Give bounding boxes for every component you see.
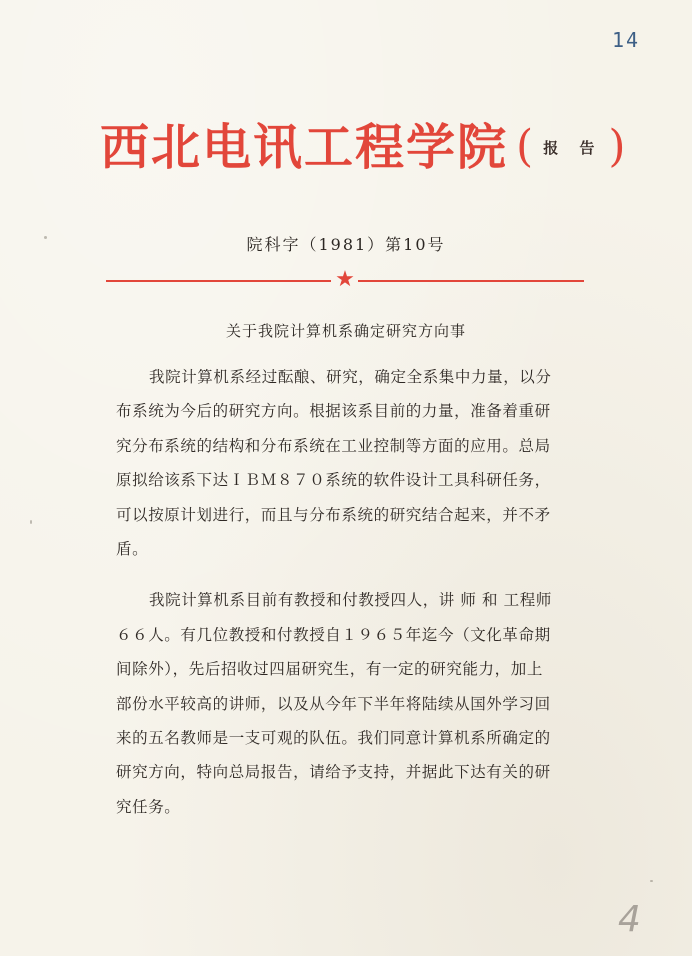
paragraph-line: 盾。 — [116, 539, 149, 558]
paragraph-line: 究分布系统的结构和分布系统在工业控制等方面的应用。总局 — [116, 436, 551, 455]
paragraph-line: 原拟给该系下达ＩＢＭ８７０系统的软件设计工具科研任务， — [116, 471, 551, 490]
paragraph — [116, 360, 588, 566]
paragraph-line: 布系统为今后的研究方向。根据该系目前的力量，准备着重研 — [116, 402, 551, 421]
paragraph-line: 间除外），先后招收过四届研究生，有一定的研究能力，加上 — [116, 660, 543, 679]
right-parenthesis: ) — [608, 121, 626, 172]
corner-handwritten-mark: 4 — [618, 899, 641, 940]
masthead-doc-type: 报 告 — [543, 138, 603, 157]
masthead-institution: 西北电讯工程学院 — [100, 117, 509, 176]
document-number: 院科字（1981）第10号 — [246, 235, 446, 254]
paragraph-line: 可以按原计划进行，而且与分布系统的研究结合起来，并不矛 — [116, 505, 551, 524]
paragraph-spacer — [116, 566, 588, 583]
paper-speck — [650, 880, 653, 882]
paragraph-line: 我院计算机系目前有教授和付教授四人，讲 师 和 工程师 — [149, 591, 552, 610]
masthead-doc-type-wrapper — [516, 121, 626, 172]
left-parenthesis: ( — [516, 121, 534, 172]
paragraph-line: 究任务。 — [116, 797, 181, 816]
masthead — [100, 112, 626, 182]
paper-speck — [44, 236, 47, 239]
divider-line-right — [358, 280, 584, 282]
star-icon: ★ — [335, 267, 355, 292]
paragraph-line: 来的五名教师是一支可观的队伍。我们同意计算机系所确定的 — [116, 728, 551, 747]
paragraph — [116, 583, 588, 824]
paper-speck — [30, 520, 32, 524]
page-number: 14 — [612, 28, 641, 52]
paragraph-line: ６６人。有几位教授和付教授自１９６５年迄今（文化革命期 — [116, 625, 551, 644]
document-body — [116, 360, 588, 824]
divider-line-left — [106, 280, 331, 282]
paragraph-line: 部份水平较高的讲师，以及从今年下半年将陆续从国外学习回 — [116, 694, 551, 713]
paragraph-line: 研究方向，特向总局报告，请给予支持，并据此下达有关的研 — [116, 763, 551, 782]
document-subject: 关于我院计算机系确定研究方向事 — [225, 322, 466, 340]
paragraph-line: 我院计算机系经过酝酿、研究，确定全系集中力量，以分 — [149, 368, 552, 386]
